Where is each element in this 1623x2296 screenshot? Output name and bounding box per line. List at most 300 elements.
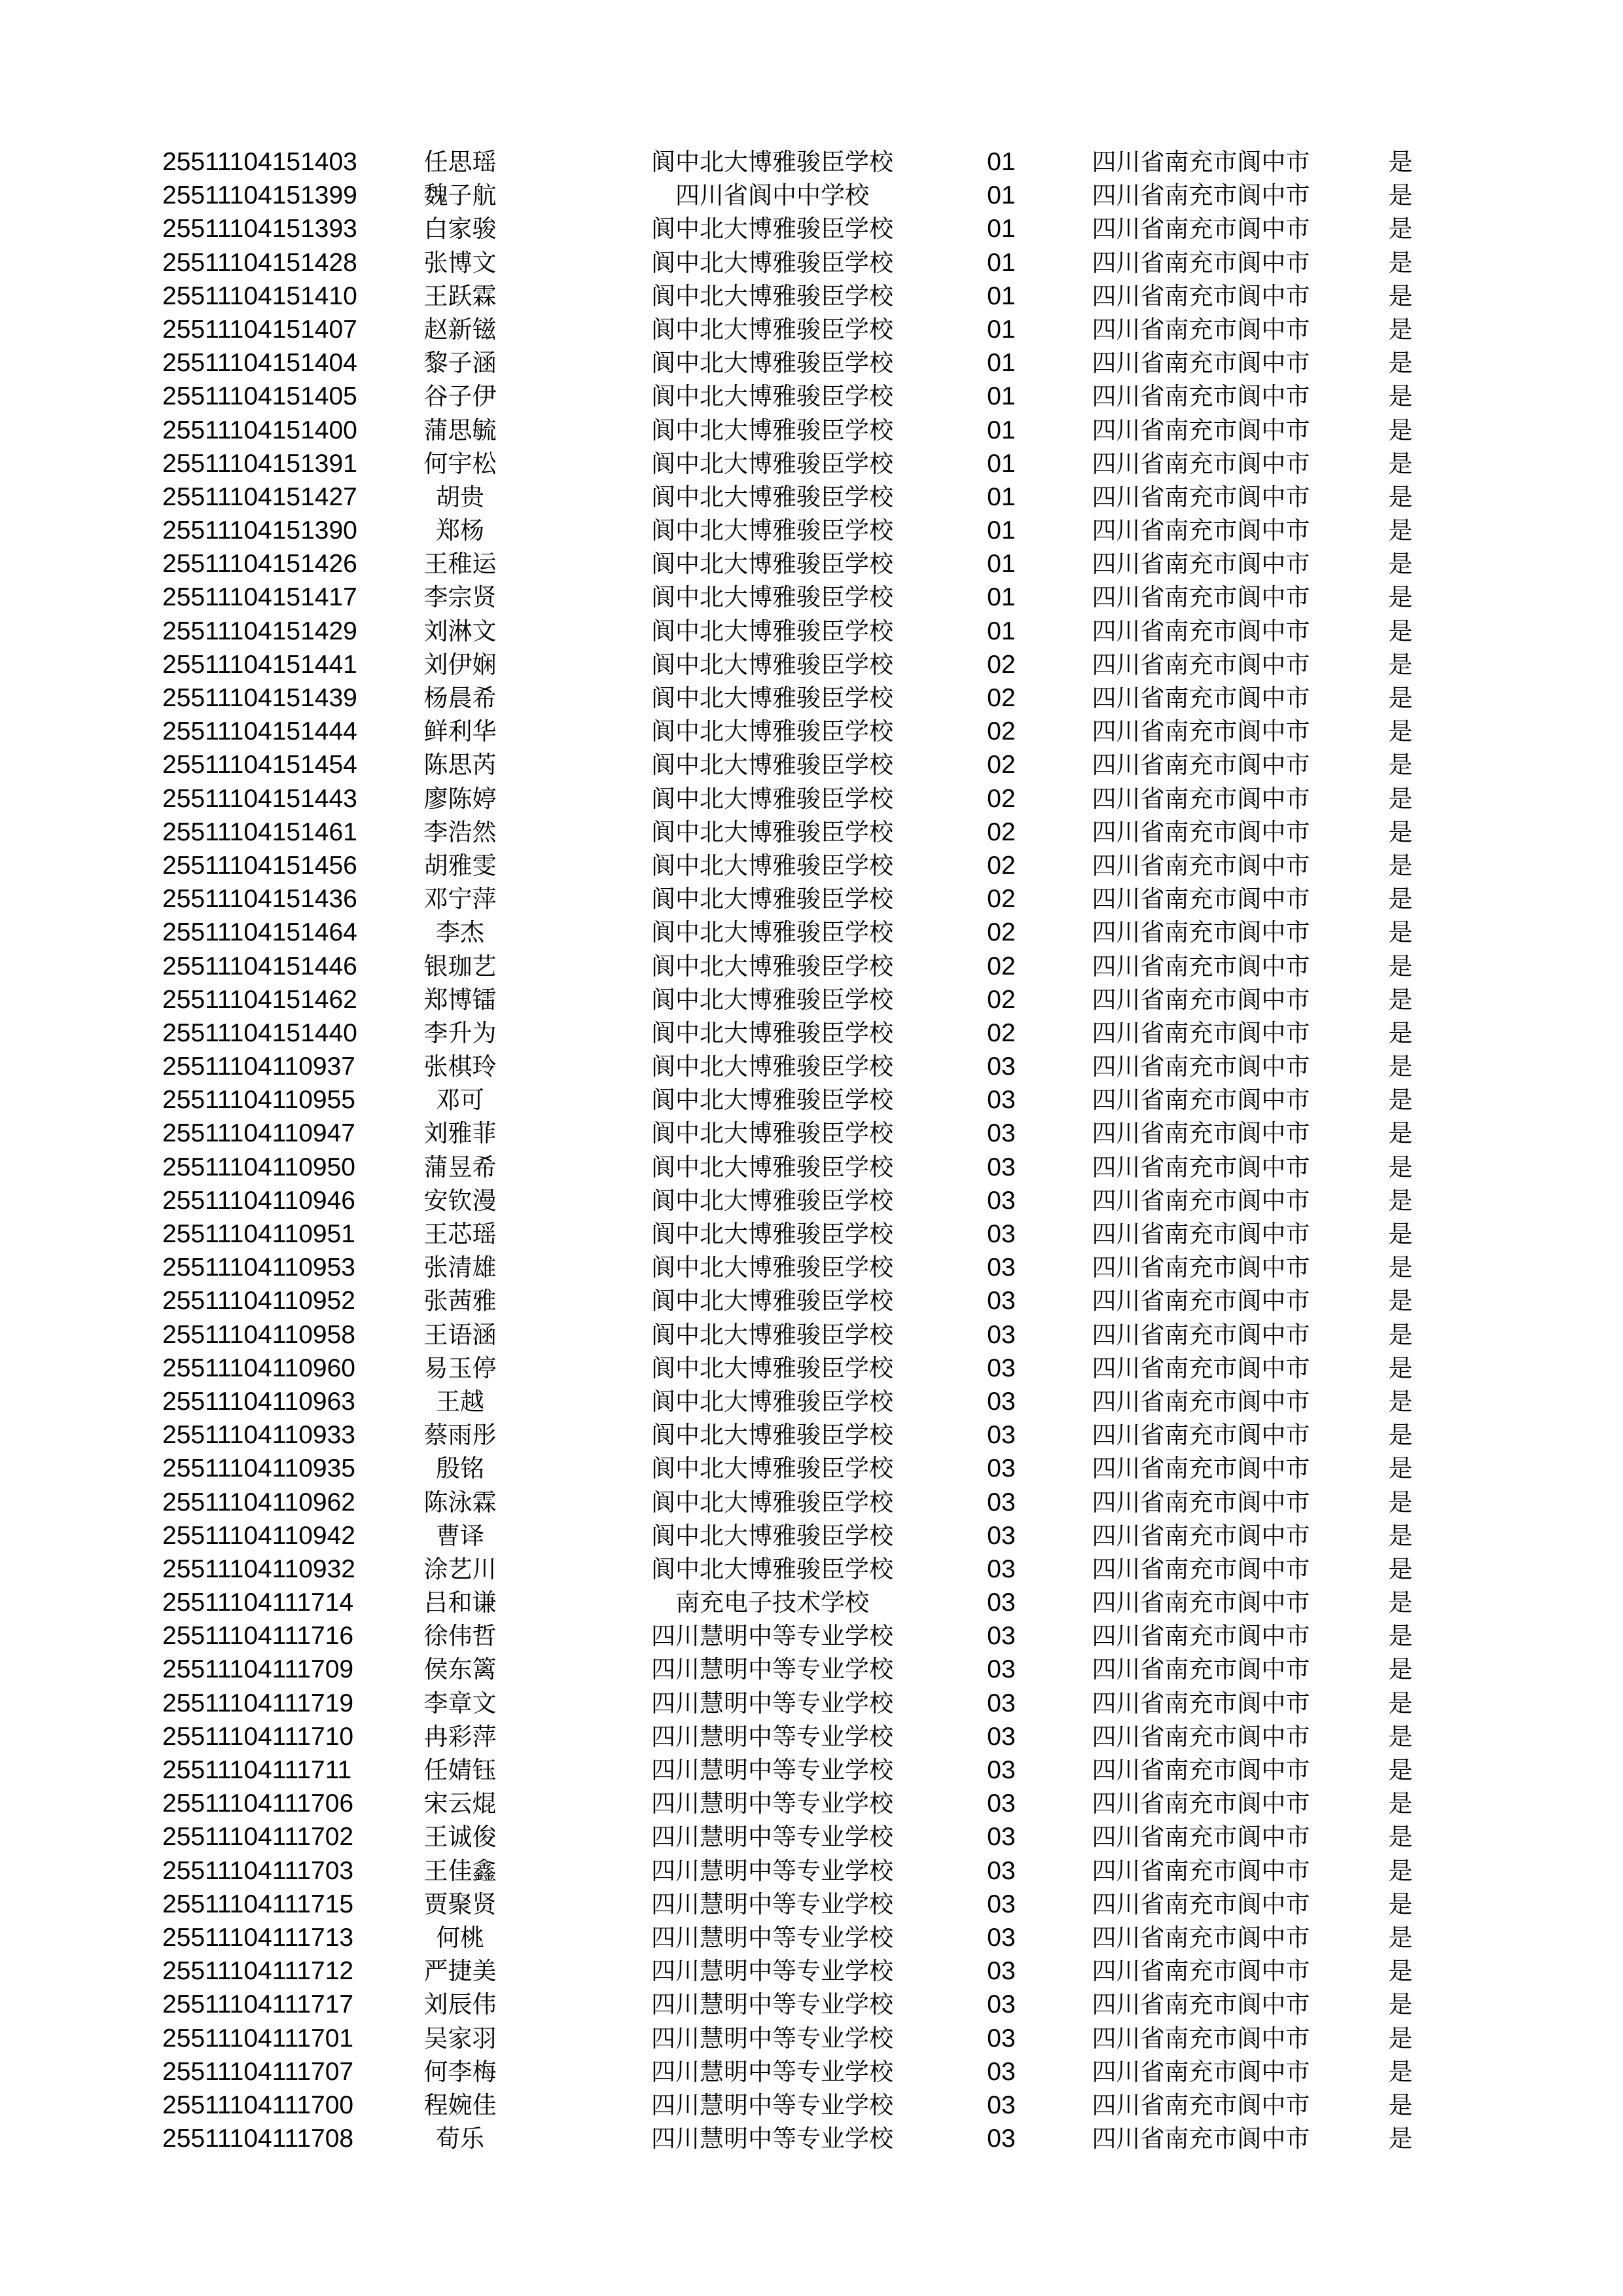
- student-id-cell: 25511104151428: [162, 248, 357, 277]
- class-code-cell: 03: [987, 1521, 1016, 1550]
- region-cell: 四川省南充市阆中市: [1092, 281, 1310, 310]
- student-name-cell: 刘辰伟: [423, 1990, 497, 2019]
- class-code-cell: 03: [987, 1253, 1016, 1282]
- region-cell: 四川省南充市阆中市: [1092, 985, 1310, 1014]
- student-name-cell: 何李梅: [423, 2057, 497, 2086]
- class-code-cell: 01: [987, 550, 1016, 579]
- class-code-cell: 03: [987, 1387, 1016, 1416]
- table-row: [0, 849, 1623, 882]
- table-row: [0, 313, 1623, 346]
- school-name-cell: 四川慧明中等专业学校: [651, 1789, 893, 1818]
- student-id-cell: 25511104111715: [162, 1890, 354, 1918]
- class-code-cell: 03: [987, 1588, 1016, 1617]
- class-code-cell: 03: [987, 1923, 1016, 1952]
- school-name-cell: 四川慧明中等专业学校: [651, 1722, 893, 1751]
- class-code-cell: 03: [987, 1186, 1016, 1215]
- school-name-cell: 四川慧明中等专业学校: [651, 1622, 893, 1651]
- school-name-cell: 阆中北大博雅骏臣学校: [651, 751, 893, 780]
- table-row: [0, 1184, 1623, 1217]
- status-flag-cell: 是: [1388, 281, 1413, 310]
- region-cell: 四川省南充市阆中市: [1092, 952, 1310, 980]
- status-flag-cell: 是: [1388, 1119, 1413, 1148]
- student-name-cell: 白家骏: [423, 215, 497, 243]
- table-row: [0, 1251, 1623, 1284]
- student-name-cell: 荀乐: [436, 2125, 484, 2153]
- student-id-cell: 25511104110947: [162, 1119, 355, 1148]
- student-name-cell: 银珈艺: [423, 952, 497, 980]
- region-cell: 四川省南充市阆中市: [1092, 416, 1310, 444]
- region-cell: 四川省南充市阆中市: [1092, 1253, 1310, 1282]
- class-code-cell: 03: [987, 1153, 1016, 1181]
- student-id-cell: 25511104111702: [162, 1823, 354, 1852]
- school-name-cell: 阆中北大博雅骏臣学校: [651, 516, 893, 545]
- table-row: [0, 1151, 1623, 1184]
- region-cell: 四川省南充市阆中市: [1092, 1957, 1310, 1986]
- region-cell: 四川省南充市阆中市: [1092, 1220, 1310, 1248]
- student-id-cell: 25511104110933: [162, 1421, 355, 1450]
- status-flag-cell: 是: [1388, 148, 1413, 176]
- status-flag-cell: 是: [1388, 918, 1413, 947]
- student-id-cell: 25511104110958: [162, 1320, 355, 1349]
- table-row: [0, 1653, 1623, 1686]
- table-row: [0, 1117, 1623, 1150]
- student-name-cell: 安钦漫: [423, 1186, 497, 1215]
- student-id-cell: 25511104110962: [162, 1488, 355, 1516]
- student-id-cell: 25511104111711: [162, 1756, 352, 1784]
- region-cell: 四川省南充市阆中市: [1092, 1454, 1310, 1483]
- student-name-cell: 严捷美: [423, 1957, 497, 1986]
- region-cell: 四川省南充市阆中市: [1092, 315, 1310, 344]
- school-name-cell: 阆中北大博雅骏臣学校: [651, 1086, 893, 1115]
- student-name-cell: 李升为: [423, 1018, 497, 1047]
- student-id-cell: 25511104151436: [162, 885, 357, 914]
- status-flag-cell: 是: [1388, 1823, 1413, 1852]
- class-code-cell: 03: [987, 1320, 1016, 1349]
- status-flag-cell: 是: [1388, 1454, 1413, 1483]
- status-flag-cell: 是: [1388, 684, 1413, 712]
- student-id-cell: 25511104151440: [162, 1018, 357, 1047]
- student-id-cell: 25511104111714: [162, 1588, 354, 1617]
- student-name-cell: 王越: [436, 1387, 484, 1416]
- student-id-cell: 25511104111716: [162, 1622, 354, 1651]
- region-cell: 四川省南充市阆中市: [1092, 516, 1310, 545]
- table-row: [0, 1519, 1623, 1552]
- table-row: [0, 1418, 1623, 1452]
- region-cell: 四川省南充市阆中市: [1092, 885, 1310, 914]
- student-id-cell: 25511104151441: [162, 650, 357, 679]
- student-name-cell: 李宗贤: [423, 583, 497, 612]
- class-code-cell: 02: [987, 751, 1016, 780]
- class-code-cell: 03: [987, 1856, 1016, 1885]
- table-row: [0, 2022, 1623, 2055]
- student-name-cell: 李章文: [423, 1689, 497, 1717]
- region-cell: 四川省南充市阆中市: [1092, 1756, 1310, 1784]
- school-name-cell: 阆中北大博雅骏臣学校: [651, 817, 893, 846]
- status-flag-cell: 是: [1388, 1320, 1413, 1349]
- school-name-cell: 阆中北大博雅骏臣学校: [651, 885, 893, 914]
- class-code-cell: 03: [987, 1421, 1016, 1450]
- region-cell: 四川省南充市阆中市: [1092, 1890, 1310, 1918]
- region-cell: 四川省南充市阆中市: [1092, 1689, 1310, 1717]
- region-cell: 四川省南充市阆中市: [1092, 1923, 1310, 1952]
- student-name-cell: 程婉佳: [423, 2090, 497, 2119]
- region-cell: 四川省南充市阆中市: [1092, 349, 1310, 378]
- school-name-cell: 阆中北大博雅骏臣学校: [651, 1354, 893, 1382]
- school-name-cell: 阆中北大博雅骏臣学校: [651, 1387, 893, 1416]
- region-cell: 四川省南充市阆中市: [1092, 617, 1310, 645]
- status-flag-cell: 是: [1388, 1488, 1413, 1516]
- status-flag-cell: 是: [1388, 349, 1413, 378]
- table-row: [0, 648, 1623, 681]
- status-flag-cell: 是: [1388, 885, 1413, 914]
- status-flag-cell: 是: [1388, 751, 1413, 780]
- table-row: [0, 246, 1623, 279]
- student-name-cell: 王芯瑶: [423, 1220, 497, 1248]
- school-name-cell: 阆中北大博雅骏臣学校: [651, 550, 893, 579]
- student-name-cell: 鲜利华: [423, 717, 497, 746]
- table-row: [0, 279, 1623, 313]
- student-id-cell: 25511104111700: [162, 2090, 354, 2119]
- region-cell: 四川省南充市阆中市: [1092, 248, 1310, 277]
- table-row: [0, 748, 1623, 781]
- school-name-cell: 阆中北大博雅骏臣学校: [651, 1488, 893, 1516]
- table-row: [0, 1552, 1623, 1586]
- class-code-cell: 03: [987, 2024, 1016, 2053]
- region-cell: 四川省南充市阆中市: [1092, 1588, 1310, 1617]
- status-flag-cell: 是: [1388, 1086, 1413, 1115]
- region-cell: 四川省南充市阆中市: [1092, 550, 1310, 579]
- student-id-cell: 25511104110953: [162, 1253, 355, 1282]
- class-code-cell: 02: [987, 717, 1016, 746]
- region-cell: 四川省南充市阆中市: [1092, 1521, 1310, 1550]
- student-id-cell: 25511104151446: [162, 952, 357, 980]
- student-name-cell: 胡雅雯: [423, 851, 497, 880]
- school-name-cell: 阆中北大博雅骏臣学校: [651, 1220, 893, 1248]
- student-name-cell: 赵新镃: [423, 315, 497, 344]
- class-code-cell: 03: [987, 1622, 1016, 1651]
- table-row: [0, 212, 1623, 245]
- class-code-cell: 01: [987, 382, 1016, 411]
- region-cell: 四川省南充市阆中市: [1092, 1622, 1310, 1651]
- school-name-cell: 阆中北大博雅骏臣学校: [651, 1018, 893, 1047]
- student-name-cell: 王诚俊: [423, 1823, 497, 1852]
- school-name-cell: 阆中北大博雅骏臣学校: [651, 148, 893, 176]
- class-code-cell: 02: [987, 851, 1016, 880]
- status-flag-cell: 是: [1388, 1153, 1413, 1181]
- school-name-cell: 阆中北大博雅骏臣学校: [651, 315, 893, 344]
- student-id-cell: 25511104151407: [162, 315, 357, 344]
- student-id-cell: 25511104151464: [162, 918, 357, 947]
- student-name-cell: 邓宁萍: [423, 885, 497, 914]
- student-id-cell: 25511104111713: [162, 1923, 354, 1952]
- student-name-cell: 张棋玲: [423, 1052, 497, 1081]
- school-name-cell: 四川慧明中等专业学校: [651, 2125, 893, 2153]
- table-row: [0, 1787, 1623, 1820]
- class-code-cell: 03: [987, 1957, 1016, 1986]
- table-row: [0, 816, 1623, 849]
- class-code-cell: 02: [987, 885, 1016, 914]
- status-flag-cell: 是: [1388, 1856, 1413, 1885]
- table-row: [0, 1352, 1623, 1385]
- table-row: [0, 1619, 1623, 1653]
- region-cell: 四川省南充市阆中市: [1092, 1354, 1310, 1382]
- school-name-cell: 阆中北大博雅骏臣学校: [651, 918, 893, 947]
- class-code-cell: 01: [987, 449, 1016, 478]
- school-name-cell: 阆中北大博雅骏臣学校: [651, 215, 893, 243]
- status-flag-cell: 是: [1388, 1253, 1413, 1282]
- student-id-cell: 25511104151443: [162, 784, 357, 813]
- student-name-cell: 吕和谦: [423, 1588, 497, 1617]
- school-name-cell: 阆中北大博雅骏臣学校: [651, 416, 893, 444]
- class-code-cell: 01: [987, 281, 1016, 310]
- table-row: [0, 581, 1623, 614]
- table-row: [0, 145, 1623, 179]
- school-name-cell: 阆中北大博雅骏臣学校: [651, 1454, 893, 1483]
- status-flag-cell: 是: [1388, 1521, 1413, 1550]
- status-flag-cell: 是: [1388, 516, 1413, 545]
- school-name-cell: 阆中北大博雅骏臣学校: [651, 717, 893, 746]
- class-code-cell: 03: [987, 1722, 1016, 1751]
- region-cell: 四川省南充市阆中市: [1092, 1052, 1310, 1081]
- region-cell: 四川省南充市阆中市: [1092, 1387, 1310, 1416]
- school-name-cell: 四川慧明中等专业学校: [651, 1890, 893, 1918]
- student-name-cell: 刘伊娴: [423, 650, 497, 679]
- status-flag-cell: 是: [1388, 181, 1413, 210]
- region-cell: 四川省南充市阆中市: [1092, 1789, 1310, 1818]
- school-name-cell: 阆中北大博雅骏臣学校: [651, 281, 893, 310]
- status-flag-cell: 是: [1388, 1722, 1413, 1751]
- student-name-cell: 黎子涵: [423, 349, 497, 378]
- school-name-cell: 四川慧明中等专业学校: [651, 1957, 893, 1986]
- student-id-cell: 25511104111701: [162, 2024, 354, 2053]
- region-cell: 四川省南充市阆中市: [1092, 1018, 1310, 1047]
- student-id-cell: 25511104111712: [162, 1957, 354, 1986]
- student-id-cell: 25511104151390: [162, 516, 357, 545]
- status-flag-cell: 是: [1388, 1287, 1413, 1316]
- table-row: [0, 1854, 1623, 1888]
- school-name-cell: 四川慧明中等专业学校: [651, 2057, 893, 2086]
- student-name-cell: 何桃: [436, 1923, 484, 1952]
- region-cell: 四川省南充市阆中市: [1092, 1655, 1310, 1684]
- table-row: [0, 1217, 1623, 1251]
- table-row: [0, 1888, 1623, 1921]
- student-id-cell: 25511104110937: [162, 1052, 355, 1081]
- school-name-cell: 南充电子技术学校: [675, 1588, 869, 1617]
- region-cell: 四川省南充市阆中市: [1092, 1186, 1310, 1215]
- school-name-cell: 阆中北大博雅骏臣学校: [651, 1186, 893, 1215]
- student-id-cell: 25511104151405: [162, 382, 357, 411]
- student-name-cell: 易玉停: [423, 1354, 497, 1382]
- status-flag-cell: 是: [1388, 1990, 1413, 2019]
- status-flag-cell: 是: [1388, 215, 1413, 243]
- table-row: [0, 179, 1623, 212]
- student-id-cell: 25511104151461: [162, 817, 357, 846]
- region-cell: 四川省南充市阆中市: [1092, 2024, 1310, 2053]
- region-cell: 四川省南充市阆中市: [1092, 449, 1310, 478]
- status-flag-cell: 是: [1388, 315, 1413, 344]
- student-id-cell: 25511104151393: [162, 215, 357, 243]
- student-id-cell: 25511104151444: [162, 717, 357, 746]
- student-name-cell: 涂艺川: [423, 1554, 497, 1583]
- school-name-cell: 四川慧明中等专业学校: [651, 1689, 893, 1717]
- status-flag-cell: 是: [1388, 1387, 1413, 1416]
- class-code-cell: 01: [987, 482, 1016, 511]
- class-code-cell: 02: [987, 918, 1016, 947]
- school-name-cell: 阆中北大博雅骏臣学校: [651, 1052, 893, 1081]
- student-id-cell: 25511104151403: [162, 148, 357, 176]
- student-id-cell: 25511104110952: [162, 1287, 355, 1316]
- region-cell: 四川省南充市阆中市: [1092, 1823, 1310, 1852]
- school-name-cell: 阆中北大博雅骏臣学校: [651, 1521, 893, 1550]
- student-id-cell: 25511104111719: [162, 1689, 354, 1717]
- class-code-cell: 03: [987, 1823, 1016, 1852]
- region-cell: 四川省南充市阆中市: [1092, 784, 1310, 813]
- table-row: [0, 1050, 1623, 1083]
- status-flag-cell: 是: [1388, 2125, 1413, 2153]
- status-flag-cell: 是: [1388, 1923, 1413, 1952]
- school-name-cell: 四川慧明中等专业学校: [651, 1923, 893, 1952]
- school-name-cell: 阆中北大博雅骏臣学校: [651, 583, 893, 612]
- table-row: [0, 715, 1623, 748]
- region-cell: 四川省南充市阆中市: [1092, 1554, 1310, 1583]
- region-cell: 四川省南充市阆中市: [1092, 2057, 1310, 2086]
- student-id-cell: 25511104151410: [162, 281, 357, 310]
- table-row: [0, 1687, 1623, 1720]
- student-id-cell: 25511104110960: [162, 1354, 355, 1382]
- student-name-cell: 蒲思毓: [423, 416, 497, 444]
- status-flag-cell: 是: [1388, 1421, 1413, 1450]
- school-name-cell: 阆中北大博雅骏臣学校: [651, 482, 893, 511]
- table-row: [0, 1753, 1623, 1787]
- school-name-cell: 阆中北大博雅骏臣学校: [651, 1153, 893, 1181]
- student-id-cell: 25511104110955: [162, 1086, 355, 1115]
- student-id-cell: 25511104151417: [162, 583, 357, 612]
- class-code-cell: 01: [987, 617, 1016, 645]
- class-code-cell: 02: [987, 952, 1016, 980]
- student-id-cell: 25511104111708: [162, 2125, 354, 2153]
- student-id-cell: 25511104110963: [162, 1387, 355, 1416]
- school-name-cell: 阆中北大博雅骏臣学校: [651, 617, 893, 645]
- region-cell: 四川省南充市阆中市: [1092, 181, 1310, 210]
- table-row: [0, 1083, 1623, 1117]
- student-name-cell: 郑杨: [436, 516, 484, 545]
- class-code-cell: 01: [987, 416, 1016, 444]
- school-name-cell: 阆中北大博雅骏臣学校: [651, 684, 893, 712]
- class-code-cell: 01: [987, 215, 1016, 243]
- status-flag-cell: 是: [1388, 985, 1413, 1014]
- status-flag-cell: 是: [1388, 2090, 1413, 2119]
- table-row: [0, 1016, 1623, 1050]
- school-name-cell: 阆中北大博雅骏臣学校: [651, 784, 893, 813]
- student-name-cell: 任思瑶: [423, 148, 497, 176]
- student-id-cell: 25511104111710: [162, 1722, 354, 1751]
- table-row: [0, 1452, 1623, 1485]
- region-cell: 四川省南充市阆中市: [1092, 382, 1310, 411]
- student-id-cell: 25511104110935: [162, 1454, 355, 1483]
- school-name-cell: 四川慧明中等专业学校: [651, 1756, 893, 1784]
- region-cell: 四川省南充市阆中市: [1092, 1421, 1310, 1450]
- student-name-cell: 郑博镭: [423, 985, 497, 1014]
- class-code-cell: 03: [987, 1488, 1016, 1516]
- student-name-cell: 杨晨希: [423, 684, 497, 712]
- table-row: [0, 480, 1623, 514]
- student-name-cell: 魏子航: [423, 181, 497, 210]
- region-cell: 四川省南充市阆中市: [1092, 1722, 1310, 1751]
- school-name-cell: 阆中北大博雅骏臣学校: [651, 650, 893, 679]
- student-id-cell: 25511104111703: [162, 1856, 354, 1885]
- status-flag-cell: 是: [1388, 1890, 1413, 1918]
- student-name-cell: 殷铭: [436, 1454, 484, 1483]
- school-name-cell: 阆中北大博雅骏臣学校: [651, 1421, 893, 1450]
- student-id-cell: 25511104151456: [162, 851, 357, 880]
- student-id-cell: 25511104111707: [162, 2057, 354, 2086]
- status-flag-cell: 是: [1388, 248, 1413, 277]
- class-code-cell: 03: [987, 2057, 1016, 2086]
- class-code-cell: 03: [987, 1220, 1016, 1248]
- status-flag-cell: 是: [1388, 817, 1413, 846]
- student-name-cell: 刘雅菲: [423, 1119, 497, 1148]
- region-cell: 四川省南充市阆中市: [1092, 1153, 1310, 1181]
- class-code-cell: 03: [987, 1287, 1016, 1316]
- student-id-cell: 25511104151426: [162, 550, 357, 579]
- class-code-cell: 01: [987, 315, 1016, 344]
- class-code-cell: 01: [987, 516, 1016, 545]
- class-code-cell: 02: [987, 784, 1016, 813]
- student-id-cell: 25511104151439: [162, 684, 357, 712]
- table-row: [0, 380, 1623, 413]
- student-id-cell: 25511104110932: [162, 1554, 355, 1583]
- school-name-cell: 四川慧明中等专业学校: [651, 1856, 893, 1885]
- student-id-cell: 25511104151391: [162, 449, 357, 478]
- status-flag-cell: 是: [1388, 1756, 1413, 1784]
- region-cell: 四川省南充市阆中市: [1092, 1990, 1310, 2019]
- table-row: [0, 782, 1623, 816]
- school-name-cell: 阆中北大博雅骏臣学校: [651, 449, 893, 478]
- student-id-cell: 25511104151400: [162, 416, 357, 444]
- school-name-cell: 阆中北大博雅骏臣学校: [651, 1119, 893, 1148]
- class-code-cell: 02: [987, 817, 1016, 846]
- status-flag-cell: 是: [1388, 1655, 1413, 1684]
- table-row: [0, 447, 1623, 480]
- student-name-cell: 胡贵: [436, 482, 484, 511]
- school-name-cell: 四川慧明中等专业学校: [651, 2024, 893, 2053]
- status-flag-cell: 是: [1388, 416, 1413, 444]
- school-name-cell: 阆中北大博雅骏臣学校: [651, 349, 893, 378]
- table-row: [0, 346, 1623, 380]
- school-name-cell: 四川省阆中中学校: [675, 181, 869, 210]
- student-name-cell: 张清雄: [423, 1253, 497, 1282]
- school-name-cell: 阆中北大博雅骏臣学校: [651, 1287, 893, 1316]
- table-row: [0, 1921, 1623, 1954]
- class-code-cell: 03: [987, 1454, 1016, 1483]
- school-name-cell: 阆中北大博雅骏臣学校: [651, 985, 893, 1014]
- student-name-cell: 张博文: [423, 248, 497, 277]
- class-code-cell: 03: [987, 2125, 1016, 2153]
- table-row: [0, 681, 1623, 715]
- table-row: [0, 916, 1623, 949]
- student-list-table: [0, 145, 1623, 2155]
- class-code-cell: 01: [987, 148, 1016, 176]
- student-id-cell: 25511104151427: [162, 482, 357, 511]
- class-code-cell: 03: [987, 1890, 1016, 1918]
- student-name-cell: 吴家羽: [423, 2024, 497, 2053]
- class-code-cell: 02: [987, 650, 1016, 679]
- class-code-cell: 03: [987, 1354, 1016, 1382]
- table-row: [0, 514, 1623, 547]
- status-flag-cell: 是: [1388, 1957, 1413, 1986]
- status-flag-cell: 是: [1388, 1622, 1413, 1651]
- table-row: [0, 1954, 1623, 1988]
